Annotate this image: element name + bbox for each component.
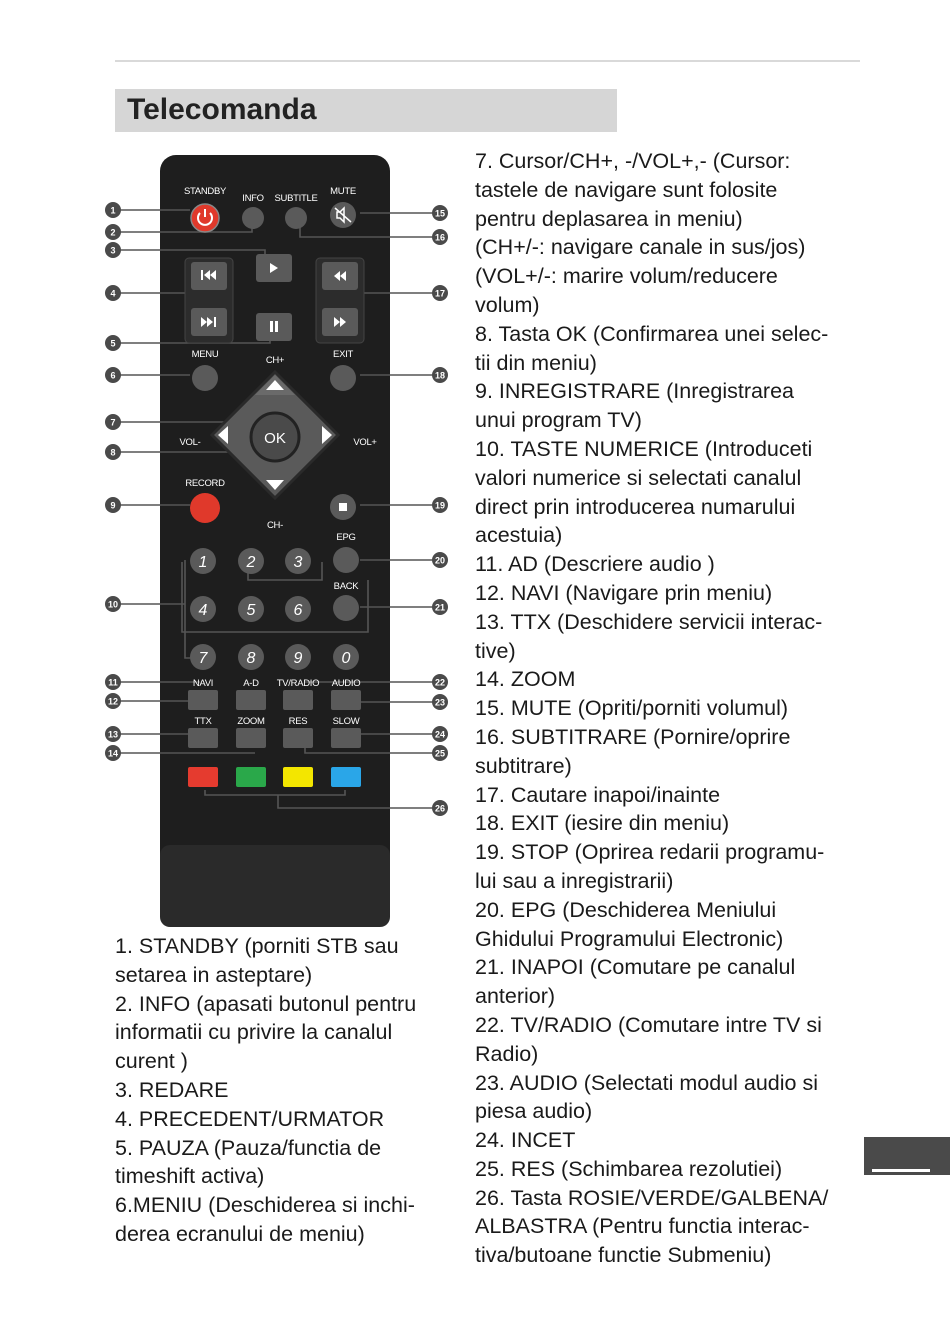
blue-button[interactable]	[331, 767, 361, 787]
subtitle-button[interactable]	[285, 207, 307, 229]
label-standby: STANDBY	[183, 186, 227, 197]
callout-15: 15	[434, 208, 446, 219]
label-subtitle: SUBTITLE	[274, 193, 318, 204]
digit-1-label: 1	[198, 554, 208, 571]
menu-button[interactable]	[192, 365, 218, 391]
label-ch-minus: CH-	[267, 520, 283, 531]
stop-icon	[339, 503, 347, 511]
epg-button[interactable]	[333, 547, 359, 573]
callout-7: 7	[110, 417, 116, 428]
callout-2: 2	[110, 227, 116, 238]
standby-button[interactable]	[191, 204, 219, 232]
label-ad: A-D	[243, 678, 259, 689]
green-button[interactable]	[236, 767, 266, 787]
callout-13: 13	[107, 729, 119, 740]
label-audio: AUDIO	[331, 678, 361, 689]
label-vol-plus: VOL+	[353, 437, 377, 448]
pause-button[interactable]	[256, 313, 292, 341]
digit-8-label: 8	[246, 650, 256, 667]
label-navi: NAVI	[192, 678, 214, 689]
side-tab-marker	[864, 1137, 950, 1175]
callout-11: 11	[108, 677, 118, 688]
red-button[interactable]	[188, 767, 218, 787]
callout-18: 18	[434, 370, 446, 381]
callout-21: 21	[434, 602, 446, 613]
digit-3-label: 3	[293, 554, 303, 571]
callout-1: 1	[110, 205, 116, 216]
digit-4-label: 4	[198, 602, 208, 619]
slow-button[interactable]	[331, 728, 361, 748]
callout-12: 12	[107, 696, 119, 707]
label-res: RES	[288, 716, 308, 727]
yellow-button[interactable]	[283, 767, 313, 787]
label-vol-minus: VOL-	[179, 437, 201, 448]
top-rule	[115, 60, 860, 62]
label-back: BACK	[333, 581, 359, 592]
callout-3: 3	[110, 245, 116, 256]
callout-23: 23	[434, 697, 446, 708]
label-epg: EPG	[336, 532, 356, 543]
digit-6-label: 6	[293, 602, 303, 619]
callout-25: 25	[434, 748, 446, 759]
callout-19: 19	[434, 500, 446, 511]
record-button[interactable]	[190, 493, 220, 523]
callout-10: 10	[107, 599, 119, 610]
digit-5-label: 5	[246, 602, 256, 619]
callout-6: 6	[110, 370, 116, 381]
label-exit: EXIT	[333, 349, 353, 360]
callout-16: 16	[434, 232, 446, 243]
zoom-button[interactable]	[236, 728, 266, 748]
label-tvradio: TV/RADIO	[276, 678, 320, 689]
audio-button[interactable]	[331, 690, 361, 710]
section-title-bar	[115, 89, 617, 132]
tvradio-button[interactable]	[283, 690, 313, 710]
ttx-button[interactable]	[188, 728, 218, 748]
digit-7-label: 7	[198, 650, 208, 667]
label-zoom: ZOOM	[237, 716, 265, 727]
ok-label: OK	[264, 430, 286, 447]
callout-24: 24	[434, 729, 446, 740]
ad-button[interactable]	[236, 690, 266, 710]
callout-22: 22	[434, 677, 446, 688]
res-button[interactable]	[283, 728, 313, 748]
back-button[interactable]	[333, 595, 359, 621]
label-info: INFO	[242, 193, 264, 204]
navi-button[interactable]	[188, 690, 218, 710]
callout-4: 4	[110, 288, 116, 299]
exit-button[interactable]	[330, 365, 356, 391]
callout-9: 9	[110, 500, 116, 511]
digit-9-label: 9	[293, 650, 303, 667]
label-record: RECORD	[185, 478, 225, 489]
callout-14: 14	[107, 748, 119, 759]
right-description: 7. Cursor/CH+, -/VOL+,- (Cursor: tastele de navigare sunt folosite pentru deplasarea in meniu) (CH+/-: navigare canale in sus/jos) (VOL+/-: marire volum/reducere volum) 8. Tasta OK (Confirmarea unei selec- tii din meniu) 9. INREGISTRARE (Inregistrarea unui program TV) 10. TASTE NUMERICE (Introduceti valori numerice si selectati canalul direct prin introducerea numarului acestuia) 11. AD (Descriere audio ) 12. NAVI (Navigare prin meniu) 13. TTX (Deschidere servicii interac- tive) 14. ZOOM 15. MUTE (Opriti/porniti volumul) 16. SUBTITRARE (Pornire/oprire subtitrare) 17. Cautare inapoi/inainte 18. EXIT (iesire din meniu) 19. STOP (Oprirea redarii programu- lui sau a inregistrarii) 20. EPG (Deschiderea Meniului Ghidului Programului Electronic) 21. INAPOI (Comutare pe canalul anterior) 22. TV/RADIO (Comutare intre TV si Radio) 23. AUDIO (Selectati modul audio si piesa audio) 24. INCET 25. RES (Schimbarea rezolutiei) 26. Tasta ROSIE/VERDE/GALBENA/ ALBASTRA (Pentru functia interac- tiva/butoane functie Submeniu)	[475, 149, 829, 1268]
label-menu: MENU	[191, 349, 219, 360]
label-mute: MUTE	[330, 186, 356, 197]
info-button[interactable]	[242, 207, 264, 229]
callout-17: 17	[434, 288, 446, 299]
callout-5: 5	[110, 338, 116, 349]
digit-0-label: 0	[341, 650, 351, 667]
callout-26: 26	[434, 803, 446, 814]
page-title: Telecomanda	[127, 93, 317, 126]
digit-2-label: 2	[246, 554, 256, 571]
label-ch-plus: CH+	[265, 355, 285, 366]
callout-8: 8	[110, 447, 116, 458]
remote-control-diagram	[90, 150, 470, 932]
label-slow: SLOW	[332, 716, 360, 727]
side-tab-line	[872, 1169, 930, 1172]
callout-20: 20	[434, 555, 446, 566]
left-description: 1. STANDBY (porniti STB sau setarea in asteptare) 2. INFO (apasati butonul pentru informatii cu privire la canalul curent ) 3. REDARE 4. PRECEDENT/URMATOR 5. PAUZA (Pauza/functia de timeshift activa) 6.MENIU (Deschiderea si inchi- derea ecranului de meniu)	[115, 934, 417, 1246]
remote-bottom-panel	[160, 845, 390, 927]
label-ttx: TTX	[194, 716, 212, 727]
